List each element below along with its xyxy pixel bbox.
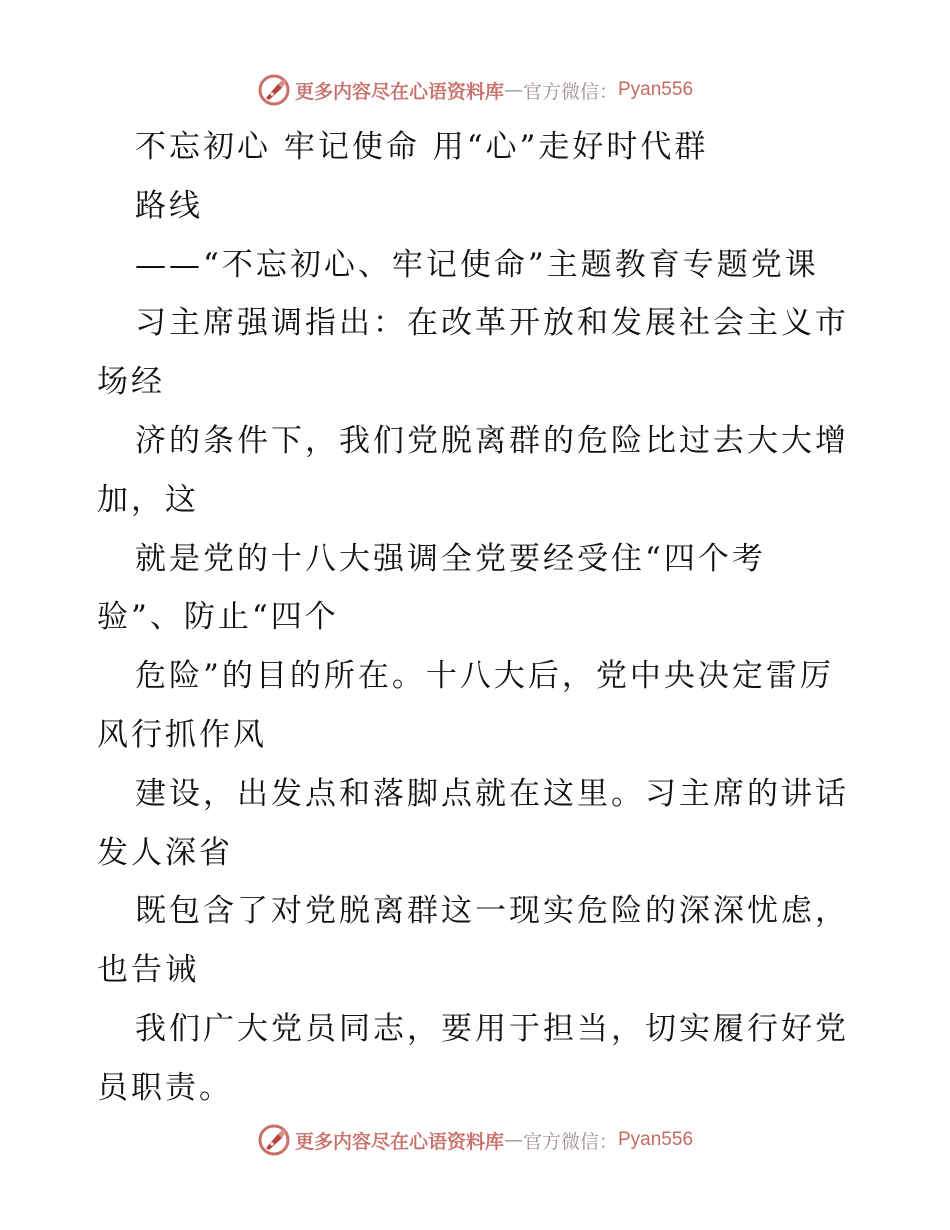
header-watermark — [0, 70, 950, 110]
subtitle-line: ——“不忘初心、牢记使命”主题教育专题党课 — [135, 246, 819, 283]
document-body — [0, 118, 950, 1118]
watermark-sub-text: 官方微信： — [522, 80, 618, 103]
body-line: 就是党的十八大强调全党要经受住“四个考 — [135, 540, 766, 577]
body-line: 建设，出发点和落脚点就在这里。习主席的讲话 — [135, 775, 849, 812]
body-line: 员职责。 — [97, 1069, 233, 1106]
body-line: 习主席强调指出：在改革开放和发展社会主义市 — [135, 305, 849, 342]
body-line: 也告诫 — [97, 952, 199, 989]
watermark-main-text: 更多内容尽在心语资料库 — [294, 80, 504, 103]
watermark-sub-text: 官方微信： — [522, 1130, 618, 1153]
body-line: 场经 — [97, 364, 165, 401]
watermark-separator: — — [503, 79, 523, 101]
body-line: 既包含了对党脱离群这一现实危险的深深忧虑， — [135, 893, 849, 930]
title-line: 不忘初心 牢记使命 用“心”走好时代群 — [135, 129, 709, 165]
pen-nib-circle-icon — [257, 1123, 291, 1157]
body-line: 风行抓作风 — [97, 716, 267, 753]
watermark-separator: — — [503, 1129, 523, 1151]
watermark-main-text: 更多内容尽在心语资料库 — [294, 1130, 504, 1153]
body-line: 危险”的目的所在。十八大后，党中央决定雷厉 — [135, 658, 834, 695]
title-line: 路线 — [135, 187, 203, 224]
watermark-account-id: Pyan556 — [618, 1129, 694, 1150]
body-line: 发人深省 — [97, 834, 233, 871]
body-line: 加，这 — [97, 481, 199, 518]
watermark-account-id: Pyan556 — [618, 79, 694, 100]
body-line: 我们广大党员同志，要用于担当，切实履行好党 — [135, 1010, 849, 1047]
pen-nib-circle-icon — [257, 73, 291, 107]
footer-watermark — [0, 1120, 950, 1160]
body-line: 验”、防止“四个 — [97, 599, 339, 636]
body-line: 济的条件下，我们党脱离群的危险比过去大大增 — [135, 422, 849, 459]
